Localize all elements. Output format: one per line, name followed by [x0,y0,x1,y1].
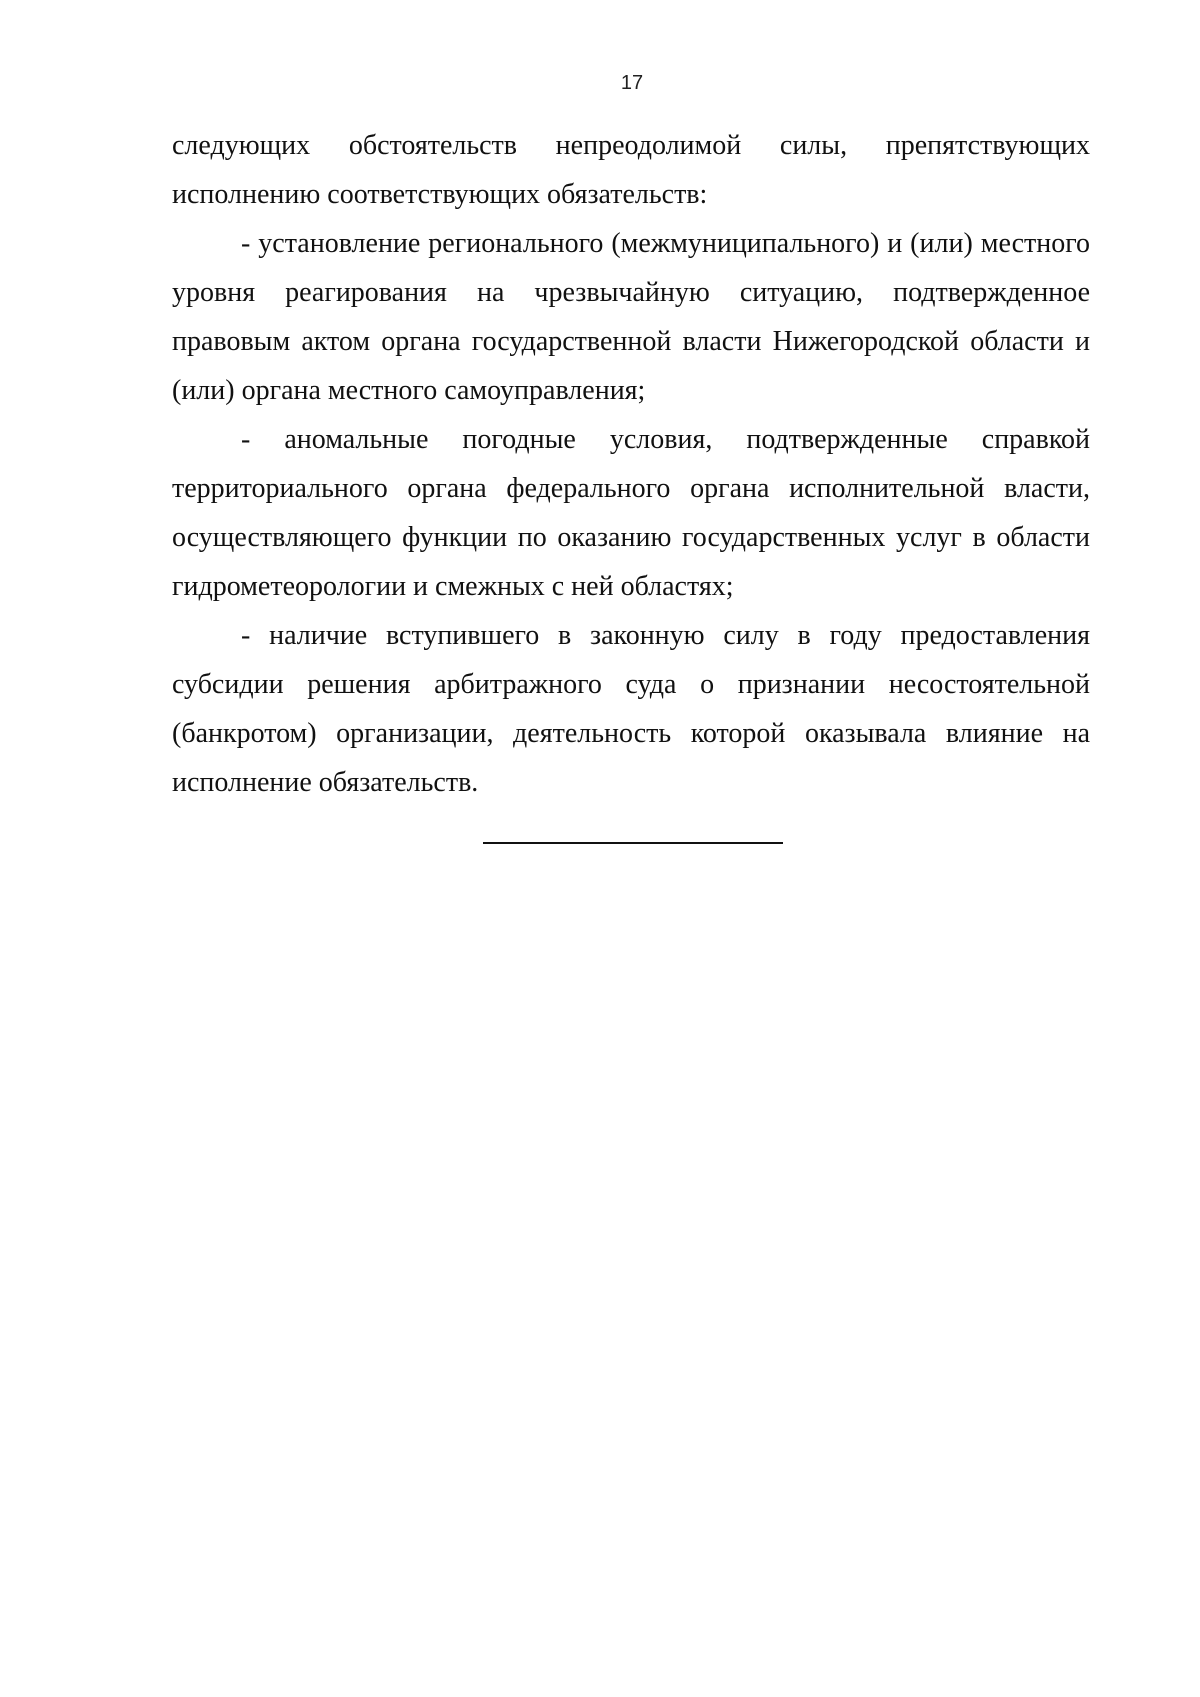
paragraph-bankruptcy-decision: - наличие вступившего в законную силу в году предоставления субсидии решения арбитражного суда о признании несостоятельной (банкротом) организации, деятельность которой оказывала влияние на исполнение обязательств. [172,620,1090,798]
end-of-document-line [483,842,783,844]
paragraph-weather-conditions: - аномальные погодные условия, подтвержденные справкой территориального органа федерального органа исполнительной власти, осуществляющего функции по оказанию государственных услуг в области гидрометеорологии и смежных с ней областях; [172,424,1090,602]
document-body [172,121,1090,807]
paragraph-intro: следующих обстоятельств непреодолимой силы, препятствующих исполнению соответствующих обязательств: [172,130,1090,210]
paragraph-emergency-situation: - установление регионального (межмуниципального) и (или) местного уровня реагирования на чрезвычайную ситуацию, подтвержденное правовым актом органа государственной власти Нижегородской области и (или) органа местного самоуправления; [172,228,1090,406]
page-number: 17 [620,72,644,94]
